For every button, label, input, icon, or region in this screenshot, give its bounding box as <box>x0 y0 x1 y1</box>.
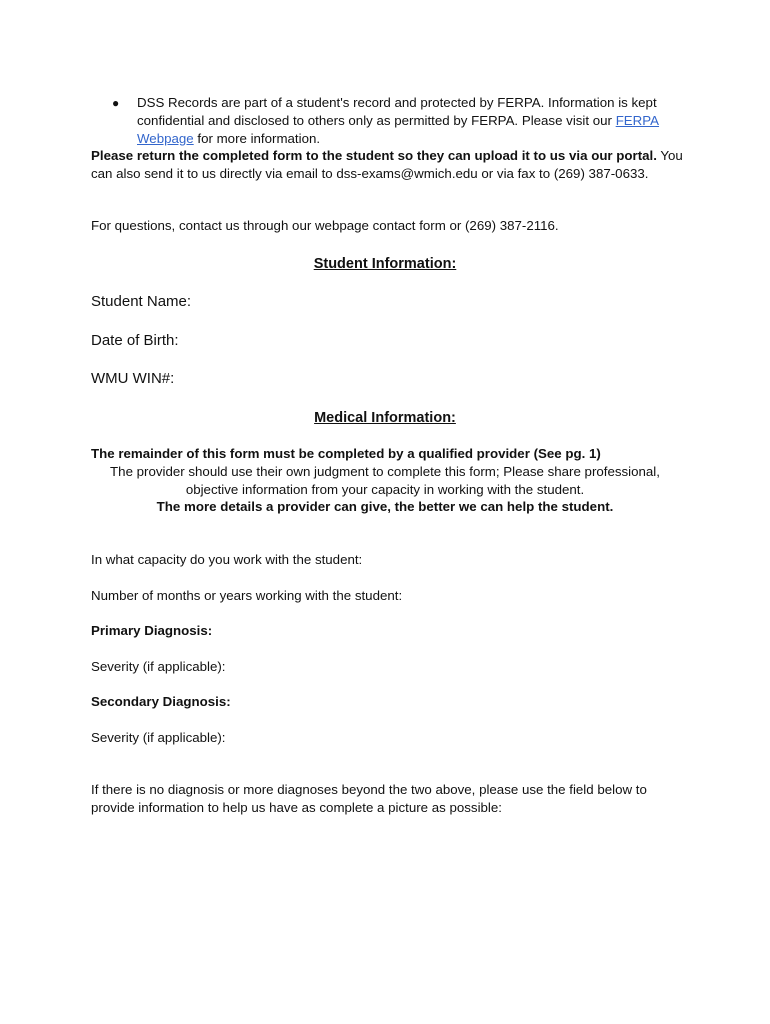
ferpa-text-after: for more information. <box>193 131 321 146</box>
return-instructions <box>91 147 691 183</box>
secondary-severity-label: Severity (if applicable): <box>91 730 226 745</box>
ferpa-text-before: DSS Records are part of a student's record and protected by FERPA. Information is kept confidential and disclosed to others only as permitted by FERPA. Please visit our <box>137 95 657 128</box>
capacity-question: In what capacity do you work with the student: <box>91 552 363 567</box>
return-instructions-bold: Please return the completed form to the student so they can upload it to us via our portal. <box>91 148 657 163</box>
date-of-birth-field: Date of Birth: <box>91 332 179 349</box>
primary-diagnosis-label: Primary Diagnosis: <box>91 623 213 638</box>
secondary-diagnosis-label: Secondary Diagnosis: <box>91 694 231 709</box>
return-instructions-rest: You can also send it to us directly via email to dss-exams@wmich.edu or via fax to (269) 387-0633. <box>91 148 683 181</box>
questions-contact: For questions, contact us through our webpage contact form or (269) 387-2116. <box>91 218 559 233</box>
primary-severity-label: Severity (if applicable): <box>91 659 226 674</box>
student-information-heading: Student Information: <box>313 256 457 272</box>
wmu-win-field: WMU WIN#: <box>91 370 175 387</box>
more-details-note: The more details a provider can give, the better we can help the student. <box>156 499 614 514</box>
ferpa-webpage-link[interactable]: FERPA Webpage <box>137 113 660 146</box>
student-name-field: Student Name: <box>91 293 192 310</box>
provider-judgment-line1: The provider should use their own judgment to complete this form; Please share professional, <box>110 464 660 479</box>
months-question: Number of months or years working with the student: <box>91 588 403 603</box>
medical-information-heading: Medical Information: <box>314 410 456 426</box>
provider-requirement: The remainder of this form must be completed by a qualified provider (See pg. 1) <box>91 446 601 461</box>
ferpa-bullet-text <box>137 94 692 148</box>
provider-judgment-line2: objective information from your capacity in working with the student. <box>185 482 585 497</box>
bullet-icon: ● <box>112 96 120 110</box>
additional-info-instructions: If there is no diagnosis or more diagnoses beyond the two above, please use the field below to provide information to help us have as complete a picture as possible: <box>91 782 647 815</box>
